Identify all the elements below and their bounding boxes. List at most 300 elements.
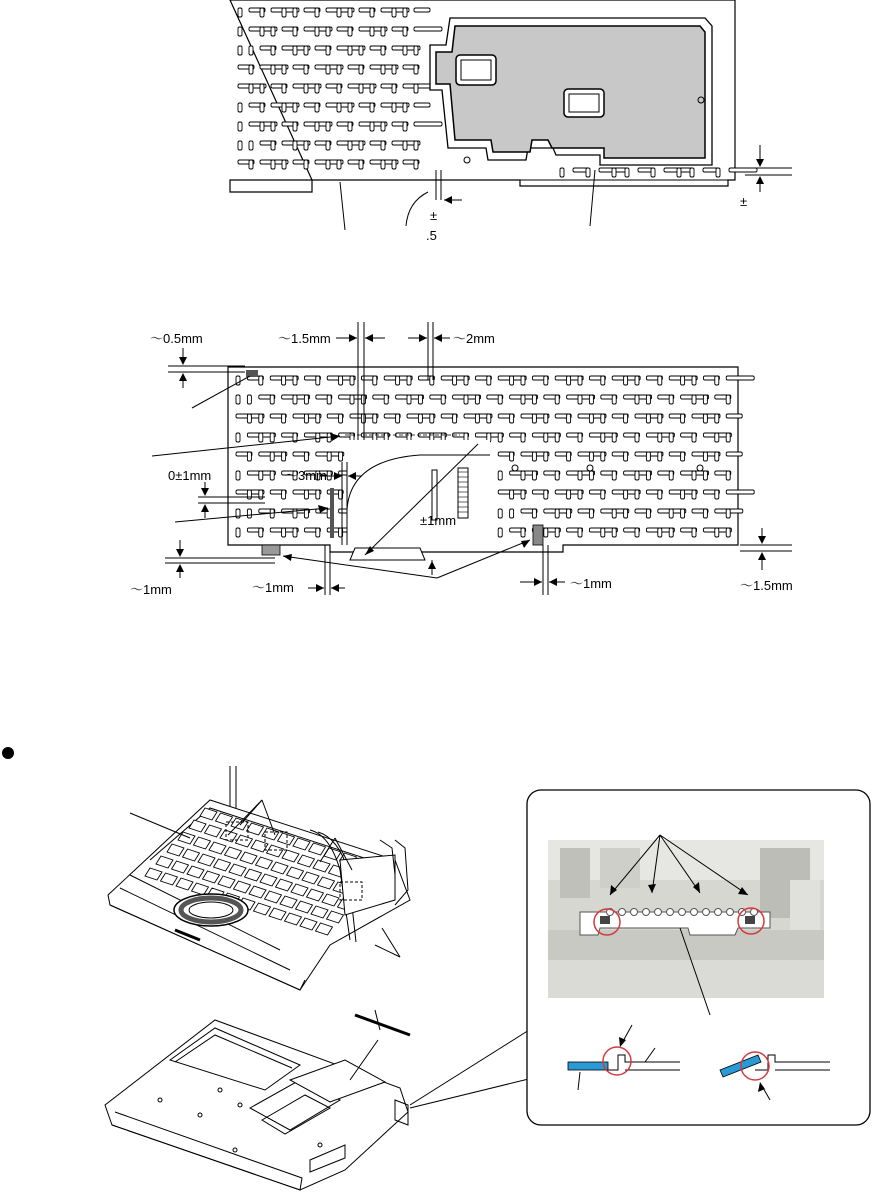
plate-slot <box>612 471 616 480</box>
plate-slot <box>236 528 240 537</box>
plate-slot <box>586 168 590 177</box>
plate-slot <box>293 122 297 131</box>
plate-slot <box>555 395 559 404</box>
plate-slot <box>381 141 385 150</box>
plate-slot <box>304 414 308 423</box>
plate-slot <box>293 27 297 36</box>
plate-slot <box>464 376 468 385</box>
plate-slot <box>348 103 352 112</box>
plate-slot <box>315 27 319 36</box>
plate-slot <box>635 376 639 385</box>
plate-slot <box>567 376 571 385</box>
plate-slot <box>403 122 407 131</box>
plate-slot <box>348 8 352 17</box>
plate-slot <box>304 46 308 55</box>
plate-slot <box>271 160 275 169</box>
plate-slot <box>681 452 685 461</box>
plate-slot <box>703 395 707 404</box>
plate-slot <box>316 433 320 442</box>
detail-photo <box>548 840 824 998</box>
plate-slot <box>260 103 264 112</box>
plate-slot <box>370 122 374 131</box>
plate-slot <box>578 471 582 480</box>
plate-slot <box>498 528 502 537</box>
plate-slot <box>381 65 385 74</box>
plate-slot <box>304 160 308 169</box>
plate-slot <box>544 452 548 461</box>
plate-slot <box>326 141 330 150</box>
plate-slot <box>681 414 685 423</box>
callout-connector <box>410 1020 545 1108</box>
plate-slot <box>544 528 548 537</box>
plate-slot <box>238 122 242 131</box>
plate-slot <box>589 414 593 423</box>
tape-piece-right <box>533 525 543 545</box>
plate-slot <box>646 471 650 480</box>
tape-piece-bottom <box>262 545 280 555</box>
plate-slot <box>715 528 719 537</box>
plate-slot <box>293 141 297 150</box>
dim-bottom-right-2: ～1.5mm <box>740 578 793 593</box>
plate-slot <box>635 433 639 442</box>
plate-slot <box>361 395 365 404</box>
plate-slot <box>726 509 730 518</box>
dim-top-center-1: ～1.5mm <box>278 331 331 346</box>
plate-slot <box>414 122 442 126</box>
top-tol-right: ± <box>740 194 748 209</box>
plate-slot <box>651 168 655 177</box>
plate-slot <box>327 395 331 404</box>
plate-slot <box>589 452 593 461</box>
plate-slot <box>282 490 286 499</box>
plate-slot <box>392 84 396 93</box>
plate-slot <box>282 160 286 169</box>
plate-slot <box>669 395 673 404</box>
arrow-head-icon <box>756 176 764 184</box>
plate-slot <box>703 414 707 423</box>
plate-slot <box>350 395 354 404</box>
plate-slot <box>487 414 491 423</box>
plate-slot <box>271 141 275 150</box>
plate-slot <box>498 471 502 480</box>
plate-slot <box>521 433 525 442</box>
plate-slot <box>381 46 385 55</box>
plate-slot <box>238 27 242 36</box>
plate-slot <box>625 168 629 177</box>
plate-slot <box>475 414 479 423</box>
plate-slot <box>293 46 297 55</box>
plate-slot <box>282 103 286 112</box>
plate-slot <box>249 65 253 74</box>
plate-slot <box>326 65 330 74</box>
plate-slot <box>348 27 352 36</box>
plate-slot <box>475 395 479 404</box>
plate-slot <box>326 46 330 55</box>
plate-slot <box>715 414 719 423</box>
plate-slot <box>316 376 320 385</box>
plate-slot <box>315 122 319 131</box>
plate-slot <box>567 414 571 423</box>
plate-slot <box>669 471 673 480</box>
plate-slot <box>729 168 757 172</box>
plate-slot <box>692 490 696 499</box>
plate-slot <box>249 141 253 150</box>
plate-slot <box>555 509 559 518</box>
plate-slot <box>498 509 502 518</box>
top-shield-sheet <box>430 18 712 165</box>
plate-slot <box>247 509 251 518</box>
plate-slot <box>669 433 673 442</box>
tape-piece-left <box>330 488 334 538</box>
dim-bottom-center: ～1mm <box>252 580 294 595</box>
plate-slot <box>396 376 400 385</box>
plate-slot <box>260 8 264 17</box>
plate-slot <box>381 27 385 36</box>
plate-slot <box>271 65 275 74</box>
plate-slot <box>544 414 548 423</box>
plate-slot <box>624 509 628 518</box>
laptop-open-illustration <box>108 766 410 990</box>
plate-slot <box>259 490 263 499</box>
plate-slot <box>270 433 274 442</box>
arrow-head-icon <box>444 196 452 204</box>
plate-slot <box>260 27 264 36</box>
plate-slot <box>260 122 264 131</box>
dim-center-1: ～3mm <box>285 468 327 483</box>
plate-slot <box>601 414 605 423</box>
plate-slot <box>359 84 363 93</box>
plate-slot <box>270 395 274 404</box>
plate-slot <box>703 471 707 480</box>
plate-slot <box>282 452 286 461</box>
plate-slot <box>359 160 363 169</box>
plate-slot <box>692 471 696 480</box>
plate-slot <box>646 414 650 423</box>
plate-slot <box>370 8 374 17</box>
plate-slot <box>293 528 297 537</box>
plate-slot <box>337 84 341 93</box>
plate-slot <box>238 141 242 150</box>
plate-slot <box>692 528 696 537</box>
detail-callout-box <box>527 790 870 1125</box>
plate-slot <box>260 84 264 93</box>
plate-slot <box>532 471 536 480</box>
plate-slot <box>646 395 650 404</box>
plate-slot <box>339 376 343 385</box>
plate-slot <box>726 452 742 456</box>
plate-slot <box>555 471 559 480</box>
plate-slot <box>249 84 253 93</box>
plate-slot <box>316 414 320 423</box>
plate-slot <box>407 376 411 385</box>
plate-slot <box>316 528 320 537</box>
plate-slot <box>259 376 263 385</box>
top-tol-left: ± <box>430 208 438 223</box>
plate-slot <box>403 141 407 150</box>
plate-slot <box>304 395 308 404</box>
plate-slot <box>359 141 363 150</box>
plate-slot <box>601 452 605 461</box>
plate-slot <box>715 433 719 442</box>
plate-slot <box>510 452 514 461</box>
plate-slot <box>304 65 308 74</box>
plate-slot <box>624 414 628 423</box>
plate-slot <box>315 84 319 93</box>
plate-slot <box>414 84 418 93</box>
plate-slot <box>677 168 681 177</box>
plate-slot <box>293 376 297 385</box>
plate-slot <box>271 27 275 36</box>
plate-slot <box>487 376 491 385</box>
plate-slot <box>681 490 685 499</box>
plate-slot <box>392 8 396 17</box>
plate-slot <box>658 490 662 499</box>
plate-slot <box>578 490 582 499</box>
plate-slot <box>703 452 707 461</box>
plate-slot <box>370 84 374 93</box>
plate-slot <box>259 433 263 442</box>
plate-slot <box>236 471 240 480</box>
plate-slot <box>414 141 418 150</box>
plate-slot <box>601 528 605 537</box>
plate-slot <box>282 8 286 17</box>
plate-slot <box>601 376 605 385</box>
dim-top-center-2: ～2mm <box>453 331 495 346</box>
plate-slot <box>453 414 457 423</box>
plate-slot <box>578 528 582 537</box>
plate-slot <box>441 395 445 404</box>
plate-slot <box>726 528 730 537</box>
plate-slot <box>403 46 407 55</box>
plate-slot <box>567 452 571 461</box>
top-tol-left-value: .5 <box>426 228 437 243</box>
plate-slot <box>498 433 502 442</box>
laptop-bottom-illustration <box>105 1010 410 1190</box>
plate-slot <box>238 46 242 55</box>
plate-slot <box>612 528 616 537</box>
plate-slot <box>316 490 320 499</box>
plate-slot <box>635 471 639 480</box>
plate-slot <box>658 452 662 461</box>
plate-slot <box>578 433 582 442</box>
plate-slot <box>567 509 571 518</box>
plate-slot <box>544 376 548 385</box>
plate-slot <box>337 8 341 17</box>
plate-slot <box>381 122 385 131</box>
plate-slot <box>326 160 330 169</box>
plate-slot <box>361 414 365 423</box>
arrow-head-icon <box>756 159 764 167</box>
plate-slot <box>396 414 400 423</box>
plate-slot <box>270 471 274 480</box>
plate-slot <box>430 414 434 423</box>
plate-slot <box>414 65 418 74</box>
tape-piece-top <box>246 370 258 377</box>
plate-slot <box>658 528 662 537</box>
plate-slot <box>370 103 374 112</box>
plate-slot <box>624 490 628 499</box>
plate-slot <box>247 490 251 499</box>
plate-slot <box>578 395 582 404</box>
plate-slot <box>601 490 605 499</box>
plate-slot <box>381 160 385 169</box>
plate-slot <box>403 8 407 17</box>
plate-slot <box>384 395 388 404</box>
plate-slot <box>293 8 297 17</box>
plate-slot <box>624 452 628 461</box>
plate-slot <box>326 122 330 131</box>
plate-slot <box>315 8 319 17</box>
dim-bottom-left: ～1mm <box>130 582 172 597</box>
plate-slot <box>544 490 548 499</box>
plate-slot <box>510 376 514 385</box>
plate-slot <box>521 376 525 385</box>
plate-slot <box>339 414 343 423</box>
plate-slot <box>681 376 685 385</box>
plate-slot <box>692 395 696 404</box>
plate-slot <box>304 452 308 461</box>
plate-slot <box>498 395 502 404</box>
plate-slot <box>418 395 422 404</box>
bullet-icon <box>2 747 14 759</box>
plate-slot <box>726 376 754 380</box>
plate-slot <box>544 433 548 442</box>
plate-slot <box>414 27 442 31</box>
plate-slot <box>418 414 422 423</box>
plate-slot <box>403 103 407 112</box>
plate-slot <box>304 141 308 150</box>
plate-slot <box>271 122 275 131</box>
plate-slot <box>236 395 240 404</box>
plate-slot <box>658 376 662 385</box>
plate-slot <box>350 376 354 385</box>
middle-keyboard-plate <box>228 367 754 560</box>
plate-slot <box>726 490 754 494</box>
plate-slot <box>327 452 331 461</box>
plate-slot <box>646 452 650 461</box>
plate-slot <box>238 103 242 112</box>
plate-slot <box>521 395 525 404</box>
plate-slot <box>403 27 407 36</box>
plate-slot <box>646 509 650 518</box>
plate-slot <box>339 452 343 461</box>
plate-slot <box>359 65 363 74</box>
plate-slot <box>521 471 525 480</box>
plate-slot <box>259 528 263 537</box>
plate-slot <box>589 395 593 404</box>
plate-slot <box>726 433 730 442</box>
plate-slot <box>249 46 253 55</box>
plate-slot <box>716 168 720 177</box>
plate-slot <box>692 433 696 442</box>
plate-slot <box>249 160 253 169</box>
plate-slot <box>532 509 536 518</box>
plate-slot <box>414 8 430 12</box>
dim-bottom-right-1: ～1mm <box>570 576 612 591</box>
plate-slot <box>658 414 662 423</box>
plate-slot <box>726 395 730 404</box>
plate-slot <box>392 103 396 112</box>
plate-slot <box>259 471 263 480</box>
plate-slot <box>453 376 457 385</box>
plate-slot <box>589 509 593 518</box>
plate-slot <box>407 395 411 404</box>
plate-slot <box>703 509 707 518</box>
plate-slot <box>247 452 251 461</box>
dim-left: 0±1mm <box>168 468 212 483</box>
plate-slot <box>236 433 240 442</box>
plate-slot <box>555 433 559 442</box>
plate-slot <box>567 490 571 499</box>
plate-slot <box>238 8 242 17</box>
plate-slot <box>669 509 673 518</box>
plate-slot <box>532 414 536 423</box>
plate-slot <box>293 103 297 112</box>
plate-slot <box>532 452 536 461</box>
plate-slot <box>669 528 673 537</box>
plate-slot <box>337 103 341 112</box>
plate-slot <box>348 46 352 55</box>
plate-slot <box>464 395 468 404</box>
plate-slot <box>635 528 639 537</box>
plate-slot <box>726 414 742 418</box>
plate-slot <box>612 433 616 442</box>
plate-slot <box>259 414 263 423</box>
plate-slot <box>348 141 352 150</box>
plate-slot <box>612 168 616 177</box>
plate-slot <box>635 490 639 499</box>
plate-slot <box>715 376 719 385</box>
plate-slot <box>624 376 628 385</box>
plate-slot <box>521 528 525 537</box>
plate-slot <box>692 376 696 385</box>
plate-slot <box>578 376 582 385</box>
plate-slot <box>337 65 341 74</box>
plate-slot <box>282 65 286 74</box>
plate-slot <box>681 509 685 518</box>
plate-slot <box>359 46 363 55</box>
plate-slot <box>521 490 525 499</box>
plate-slot <box>282 84 286 93</box>
plate-slot <box>271 46 275 55</box>
plate-slot <box>282 376 286 385</box>
plate-slot <box>555 528 559 537</box>
plate-slot <box>304 490 308 499</box>
plate-slot <box>373 414 377 423</box>
dim-top-left: ～0.5mm <box>150 331 203 346</box>
plate-slot <box>373 376 377 385</box>
plate-slot <box>337 160 341 169</box>
plate-slot <box>510 490 514 499</box>
plate-slot <box>326 27 330 36</box>
plate-slot <box>612 395 616 404</box>
plate-slot <box>726 471 730 480</box>
plate-slot <box>414 103 430 107</box>
plate-slot <box>414 160 418 169</box>
plate-slot <box>392 65 396 74</box>
plate-slot <box>315 103 319 112</box>
plate-slot <box>715 490 719 499</box>
plate-slot <box>392 160 396 169</box>
plate-slot <box>270 452 274 461</box>
plate-slot <box>293 395 297 404</box>
plate-slot <box>282 528 286 537</box>
plate-slot <box>510 509 514 518</box>
plate-slot <box>247 395 251 404</box>
plate-slot <box>348 122 352 131</box>
plate-slot <box>589 471 593 480</box>
plate-slot <box>690 168 694 177</box>
